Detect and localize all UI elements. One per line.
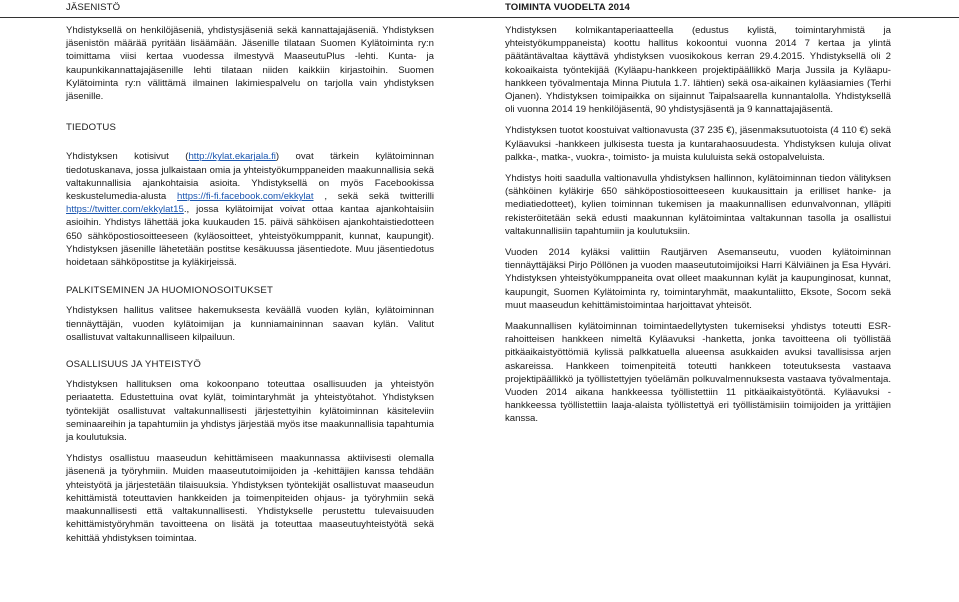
tiedotus-heading: TIEDOTUS bbox=[66, 122, 117, 134]
section-title-jasenisto: JÄSENISTÖ bbox=[66, 2, 121, 13]
toiminta-paragraph-2: Yhdistyksen tuotot koostuivat valtionavusta (37 235 €), jäsenmaksutuotoista (4 110 €) sekä Kyläavuksi -hankkeen julkisesta tuesta ja kuntarahaosuudesta. Yhdistyksen kuluja olivat palkka-, matka-, vuokra-, toimisto- ja muista kululuista sekä ostopalveluista. bbox=[505, 125, 891, 163]
right-column bbox=[505, 0, 891, 426]
twitter-link[interactable]: https://twitter.com/ekkylat15 bbox=[66, 204, 184, 216]
jasenisto-paragraph: Yhdistyksellä on henkilöjäseniä, yhdistysjäseniä sekä kannattajajäseniä. Yhdistyksen jäsenistön määrää pyritään lisäämään. Jäsenille tilataan Suomen Kylätoiminta ry:n toimittama viisi kertaa vuodessa ilmestyvä MaaseutuPlus -lehti. Kunta- ja kaupunkikannattajajäsenille lehti tilataan niiden kaikkiin kirjastoihin. Suomen Kylätoiminta ry:n välittämä ilmainen lakimiespalvelu on tarjolla vain yhdistyksen jäsenille. bbox=[66, 25, 434, 103]
homepage-link[interactable]: http://kylat.ekarjala.fi bbox=[188, 151, 276, 163]
toiminta-paragraph-5: Maakunnallisen kylätoiminnan toimintaedellytysten tukemiseksi yhdistys toteutti ESR-rahoitteisen hankkeen nimeltä Kyläavuksi -hanketta, jonka tavoitteena oli työllistää pitkäaikaistyöttömiä kylissä palkkatuella alueensa asukkaiden avuksi tavallisissa arjen askareissa. Hankkeen toimenpiteitä toteutti hankkeen toteutuksesta vastaava projektipäällikkö ja työllistettyjen työelämän polkuvalmennuksesta vastaava työvalmentaja. Vuoden 2014 aikana hankkeessa työllistettiin 11 pitkäaikaistyötöntä. Kyläavuksi -hankkeessa työllistettiin laaja-alaista työllistettyä eri työllistämisiin toimijoiden ja yrittäjien kanssa. bbox=[505, 321, 891, 425]
osallisuus-paragraph-2: Yhdistys osallistuu maaseudun kehittämiseen maakunnassa aktiivisesti olemalla jäsenenä ja työryhmiin. Muiden maaseututoimijoiden ja -kehittäjien kanssa tehdään yhteistyötä ja järjestetään tilaisuuksia. Yhdistyksen työntekijät osallistuvat maaseudun kehittämistä toteuttavien hankkeiden ja toimenpiteiden ohjaus- ja työryhmiin sekä maakunnallisesti että valtakunnallisesti. Yhdistykselle perustettu tulevaisuuden kehittämistyöryhmän tavoitteena on lisätä ja toteuttaa maaseutuyhteistyötä sekä kehittää yhdistyksen toimintaa. bbox=[66, 453, 434, 544]
toiminta-paragraph-4: Vuoden 2014 kyläksi valittiin Rautjärven Asemanseutu, vuoden kylätoiminnan tiennäyttäjäksi Pirjo Pöllönen ja vuoden maaseututoimijoiksi Harri Kälviäinen ja Esa Hyvári. Yhdistyksen yhteistyökumppaneita ovat olleet maakunnan kylät ja kaupunginosat, kunnat, kaupungit, Suomen Kylätoiminta ry, toimintaryhmät, maakuntaliitto, Eksote, Socom sekä muut maaseudun kehittämistoimintaa harjoittavat yhteisöt. bbox=[505, 247, 891, 311]
palkitseminen-paragraph: Yhdistyksen hallitus valitsee hakemuksesta keväällä vuoden kylän, kylätoiminnan tiennäyttäjän, vuoden kylätoimijan ja kunniamaininnan saavan kylän. Valitut osallistuvat valtakunnalliseen kilpailuun. bbox=[66, 305, 434, 343]
tiedotus-text-d: ., jossa kylätoimijat voivat ottaa kantaa ajankohtaisiin asioihin. Yhdistys lähettää joka kuukauden 15. päivä sähköisen ajankohtaistiedotteen 650 sähköpostiosoitteeseen (kyläosoitteet, yhteistyökumppanit, kunnat, kaupungit). Yhdistyksen jäsenille lähetetään postitse kesäkuussa jäsentiedote. Muu jäsentiedotus hoidetaan sähköpostitse ja kyläkirjeissä. bbox=[66, 204, 434, 269]
tiedotus-paragraph bbox=[66, 150, 434, 269]
tiedotus-text-a: Yhdistyksen kotisivut ( bbox=[66, 151, 189, 163]
osallisuus-heading: OSALLISUUS JA YHTEISTYÖ bbox=[66, 359, 202, 371]
palkitseminen-heading: PALKITSEMINEN JA HUOMIONOSOITUKSET bbox=[66, 285, 274, 297]
toiminta-paragraph-1: Yhdistyksen kolmikantaperiaatteella (edustus kylistä, toimintaryhmistä ja yhteistyökumppaneista) koottu hallitus kokoontui vuonna 2014 7 kertaa ja ylintä päätäntävaltaa käyttävä yhdistyksen vuosikokous kerran 29.4.2015. Yhdistyksellä oli 2 kokoaikaista työntekijää (Kyläapu-hankkeen projektipäällikkö Marja Jussila ja Kyläapu-hankkeen työvalmentaja Minna Piutula 1.7. lähtien) sekä osa-aikainen kyläasiamies (Terhi Ojanen). Yhdistyksen toimipaikka on sijainnut Taipalsaarella kunnantalolla. Yhdistyksellä oli vuonna 2014 19 henkilöjäsentä, 90 yhdistysjäsentä ja 9 kannattajajäsentä. bbox=[505, 25, 891, 116]
section-title-toiminta: TOIMINTA VUODELTA 2014 bbox=[505, 2, 630, 13]
tiedotus-text-b: ) ovat tärkein kylätoiminnan tiedotuskanava, jossa julkaistaan omia ja yhteistyökumppaneiden maakunnallisia sekä valtakunnallisia ajankohtaisia asioita. Yhdistyksellä on myös Facebookissa keskustelumedia-alusta bbox=[66, 151, 434, 203]
tiedotus-text-c: , sekä sekä twitterilli bbox=[313, 191, 434, 203]
left-column bbox=[66, 0, 434, 545]
osallisuus-paragraph-1: Yhdistyksen hallituksen oma kokoonpano toteuttaa osallisuuden ja yhteistyön periaatetta. Edustettuina ovat kylät, toimintaryhmät ja yhteistyötahot. Yhdistyksen työntekijät osallistuvat valtakunnallisesti järjestettyihin kylätoiminnan käsiteleviin seminaareihin ja tapahtumiin ja yhdistys järjestää myös itse maakunnallisia tapahtumia ja koulutuksia. bbox=[66, 379, 434, 444]
facebook-link[interactable]: https://fi-fi.facebook.com/ekkylat bbox=[177, 191, 314, 203]
toiminta-paragraph-3: Yhdistys hoiti saadulla valtionavulla yhdistyksen hallinnon, kylätoiminnan tiedon välityksen (sähköinen kyläkirje 650 sähköpostiosoitteeseen kuukausittain ja erilliset hanke- ja mediatiedotteet), kylien toiminnan tukemisen ja maakunnallisen edunvalvonnan, ylläpiti rekisteröitetään sekä edusti maakunnan kylätoimintaa valtakunnan tasolla ja osallistui valtakunnallisiin tapahtumiin ja koulutuksiin. bbox=[505, 173, 891, 237]
